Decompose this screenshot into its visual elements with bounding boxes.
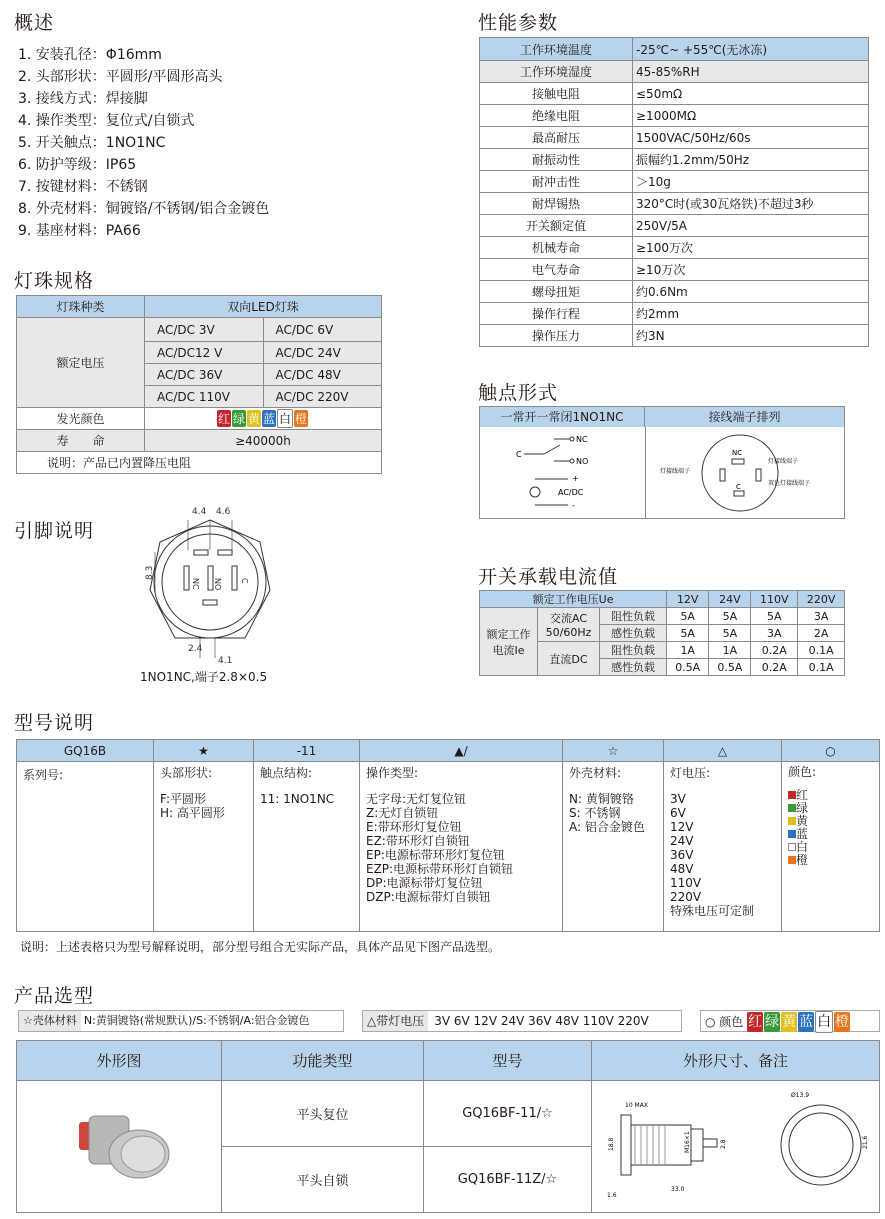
perf-key: 绝缘电阻	[480, 105, 633, 127]
cell: 5A	[709, 608, 751, 625]
sel-blue: 蓝	[799, 1014, 814, 1030]
model-note: 说明：上述表格只为型号解释说明，部分型号组合无实际产品，具体产品见下图产品选型。	[20, 940, 501, 954]
sel-head: 型号	[424, 1041, 592, 1081]
selection-table	[16, 1040, 880, 1213]
contact-head: 接线端子排列	[645, 407, 844, 427]
perf-key: 操作行程	[480, 303, 633, 325]
model-no: GQ16BF-11Z/☆	[424, 1147, 592, 1213]
perf-val: 约0.6Nm	[633, 281, 869, 303]
dim-label: 2.4	[188, 644, 203, 654]
shell-material: 外壳材料: N: 黄铜镀铬 S: 不锈钢 A: 铝合金镀色	[563, 762, 664, 932]
nc-label: NC	[576, 435, 588, 444]
cell: 0.2A	[751, 642, 798, 659]
voltage: AC/DC 110V	[145, 386, 264, 408]
color-orange: 橙	[295, 412, 308, 426]
color-red: 红	[217, 412, 230, 426]
model-no: GQ16BF-11/☆	[424, 1081, 592, 1147]
contact-title: 触点形式	[478, 382, 559, 404]
perf-key: 开关额定值	[480, 215, 633, 237]
dim-e: 33.0	[670, 1185, 684, 1193]
dim-label: 4.4	[192, 507, 207, 517]
rated-voltage-head: 额定工作电压Ue	[480, 591, 667, 608]
cell: 0.2A	[751, 659, 798, 676]
overview-item: 1. 安装孔径：Φ16mm	[18, 47, 162, 63]
voltage: AC/DC12 V	[145, 342, 264, 364]
led-table	[16, 295, 382, 474]
minus-label: -	[572, 501, 575, 510]
pin-caption: 1NO1NC,端子2.8×0.5	[140, 670, 268, 684]
color-bar	[700, 1010, 880, 1032]
color-swatches	[145, 408, 382, 430]
pin-label: NC	[191, 578, 200, 590]
voltage: AC/DC 3V	[145, 318, 264, 342]
overview-item: 9. 基座材料：PA66	[18, 223, 141, 239]
pin-diagram	[130, 500, 290, 665]
dim-h: 21.6	[861, 1135, 869, 1149]
cell: 5A	[667, 625, 709, 642]
current-title: 开关承载电流值	[478, 566, 619, 588]
perf-val: 45-85%RH	[633, 61, 869, 83]
lamp-voltage: 灯电压: 3V 6V 12V 24V 36V 48V 110V 220V 特殊电压可定制	[664, 762, 782, 932]
voltage-bar	[362, 1010, 682, 1032]
perf-key: 耐冲击性	[480, 171, 633, 193]
perf-val: ＞10g	[633, 171, 869, 193]
rated-label: 额定电压	[17, 318, 145, 408]
cell: 5A	[667, 608, 709, 625]
sel-white: 白	[815, 1011, 833, 1033]
dc-label: 直流DC	[538, 642, 600, 676]
perf-val: 约2mm	[633, 303, 869, 325]
performance-table	[479, 37, 869, 347]
volt-head: 24V	[709, 591, 751, 608]
perf-key: 耐焊锡热	[480, 193, 633, 215]
func-type: 平头自锁	[222, 1147, 424, 1213]
perf-key: 螺母扭矩	[480, 281, 633, 303]
lamp-term-label: 灯接线端子	[768, 458, 799, 465]
terminal-layout	[660, 429, 840, 519]
lamp-term-label: 灯接线端子	[660, 468, 691, 475]
perf-val: 250V/5A	[633, 215, 869, 237]
color-blue: 蓝	[263, 412, 276, 426]
ac-label: 交流AC 50/60Hz	[538, 608, 600, 642]
dim-label: 4.1	[218, 656, 233, 665]
model-head: GQ16B	[17, 740, 154, 762]
product-photo	[17, 1081, 222, 1213]
sel-head: 外形图	[17, 1041, 222, 1081]
voltage-label: △带灯电压	[363, 1011, 428, 1031]
volt-head: 110V	[751, 591, 798, 608]
cell: 3A	[751, 625, 798, 642]
overview-item: 5. 开关触点：1NO1NC	[18, 135, 166, 151]
dual-lamp-label: 双色灯接线端子	[768, 480, 811, 487]
perf-key: 最高耐压	[480, 127, 633, 149]
perf-val: ≥100万次	[633, 237, 869, 259]
voltage: AC/DC 6V	[263, 318, 382, 342]
model-head: ☆	[563, 740, 664, 762]
perf-val: 约3N	[633, 325, 869, 347]
overview-item: 4. 操作类型：复位式/自锁式	[18, 113, 195, 129]
c-term: C	[736, 483, 741, 491]
perf-val: ≥10万次	[633, 259, 869, 281]
model-head: ▲/	[360, 740, 563, 762]
cell: 2A	[798, 625, 845, 642]
led-head: 双向LED灯珠	[145, 296, 382, 318]
dim-label: 8.3	[145, 565, 155, 580]
head-shape: 头部形状: F:平圆形 H: 高平圆形	[154, 762, 254, 932]
perf-key: 耐振动性	[480, 149, 633, 171]
load-ind: 感性负载	[600, 625, 667, 642]
cell: 1A	[709, 642, 751, 659]
dim-b: 18.8	[607, 1137, 615, 1151]
cell: 3A	[798, 608, 845, 625]
cell: 1A	[667, 642, 709, 659]
load-ind: 感性负载	[600, 659, 667, 676]
load-res: 阻性负载	[600, 642, 667, 659]
perf-key: 机械寿命	[480, 237, 633, 259]
pin-label: NO	[213, 578, 222, 591]
contact-head: 一常开一常闭1NO1NC	[480, 407, 645, 427]
overview-item: 7. 按键材料：不锈钢	[18, 179, 148, 195]
voltage-text: 3V 6V 12V 24V 36V 48V 110V 220V	[434, 1014, 649, 1028]
contact-schematic	[510, 429, 630, 519]
sel-orange: 橙	[835, 1014, 850, 1030]
voltage: AC/DC 220V	[263, 386, 382, 408]
perf-key: 工作环境湿度	[480, 61, 633, 83]
operation-type: 操作类型: 无字母:无灯复位钮 Z:无灯自锁钮 E:带环形灯复位钮 EZ:带环形灯自锁钮 EP:电源标带环形灯复位钮 EZP:电源标带环形灯自锁钮 DP:电源标带灯复位钮 DZP:电源标带灯自锁钮	[360, 762, 563, 932]
cell: 5A	[709, 625, 751, 642]
nc-term: NC	[732, 449, 743, 457]
material-bar	[18, 1010, 344, 1032]
sel-head: 功能类型	[222, 1041, 424, 1081]
color-list: 颜色: 红 绿 黄 蓝 白 橙	[782, 762, 880, 932]
contact-box	[479, 406, 845, 519]
model-head: ○	[782, 740, 880, 762]
overview-item: 6. 防护等级：IP65	[18, 157, 137, 173]
dim-d: 2.8	[719, 1138, 727, 1149]
perf-key: 操作压力	[480, 325, 633, 347]
model-title: 型号说明	[14, 712, 95, 734]
cell: 0.5A	[667, 659, 709, 676]
sel-green: 绿	[765, 1014, 780, 1030]
dim-c: M16×1	[683, 1130, 691, 1153]
perf-key: 电气寿命	[480, 259, 633, 281]
sel-yellow: 黄	[782, 1014, 797, 1030]
overview-title: 概述	[14, 12, 55, 34]
sel-red: 红	[748, 1014, 763, 1030]
performance-title: 性能参数	[478, 12, 559, 34]
series-label: 系列号:	[17, 762, 154, 932]
model-table	[16, 739, 880, 932]
material-label: ☆壳体材料	[19, 1011, 81, 1031]
dim-f: 1.6	[606, 1191, 617, 1199]
volt-head: 12V	[667, 591, 709, 608]
dim-label: 4.6	[216, 507, 231, 517]
perf-key: 接触电阻	[480, 83, 633, 105]
c-label: C	[516, 450, 522, 459]
led-title: 灯珠规格	[14, 270, 95, 292]
current-row-label: 额定工作电流Ie	[480, 608, 538, 676]
model-head: -11	[254, 740, 360, 762]
perf-val: 振幅约1.2mm/50Hz	[633, 149, 869, 171]
material-text: N:黄铜镀铬(常规默认)/S:不锈钢/A:铝合金镀色	[83, 1014, 310, 1027]
cell: 0.1A	[798, 659, 845, 676]
led-head: 灯珠种类	[17, 296, 145, 318]
color-bar-label: ○ 颜色	[705, 1015, 744, 1029]
led-note: 说明：产品已内置降压电阻	[17, 452, 382, 474]
color-label: 发光颜色	[17, 408, 145, 430]
button-image	[59, 1100, 179, 1190]
voltage: AC/DC 48V	[263, 364, 382, 386]
life-value: ≥40000h	[145, 430, 382, 452]
color-white: 白	[277, 409, 293, 428]
cell: 0.1A	[798, 642, 845, 659]
color-green: 绿	[232, 412, 245, 426]
perf-val: ≥1000MΩ	[633, 105, 869, 127]
life-label: 寿 命	[17, 430, 145, 452]
load-res: 阻性负载	[600, 608, 667, 625]
pin-label: C	[240, 578, 249, 584]
color-yellow: 黄	[247, 412, 260, 426]
cell: 0.5A	[709, 659, 751, 676]
contact-structure: 触点结构: 11: 1NO1NC	[254, 762, 360, 932]
acdc-label: AC/DC	[558, 488, 584, 497]
volt-head: 220V	[798, 591, 845, 608]
func-type: 平头复位	[222, 1081, 424, 1147]
sel-head: 外形尺寸、备注	[592, 1041, 880, 1081]
dim-a: 10 MAX	[624, 1101, 648, 1109]
voltage: AC/DC 24V	[263, 342, 382, 364]
cell: 5A	[751, 608, 798, 625]
overview-list	[18, 44, 269, 242]
voltage: AC/DC 36V	[145, 364, 264, 386]
selection-title: 产品选型	[14, 985, 95, 1007]
model-head: ★	[154, 740, 254, 762]
overview-item: 2. 头部形状：平圆形/平圆形高头	[18, 69, 223, 85]
dimension-drawing	[592, 1081, 880, 1213]
current-table	[479, 590, 845, 676]
perf-val: 320°C时(或30瓦烙铁)不超过3秒	[633, 193, 869, 215]
overview-item: 8. 外壳材料：铜镀铬/不锈钢/铝合金镀色	[18, 201, 270, 217]
no-label: NO	[576, 457, 589, 466]
perf-val: 1500VAC/50Hz/60s	[633, 127, 869, 149]
overview-item: 3. 接线方式：焊接脚	[18, 91, 148, 107]
perf-val: -25℃~ +55℃(无冰冻)	[633, 38, 869, 61]
model-head: △	[664, 740, 782, 762]
perf-key: 工作环境温度	[480, 38, 633, 61]
dim-g: Ø13.9	[790, 1091, 809, 1099]
perf-val: ≤50mΩ	[633, 83, 869, 105]
pins-title: 引脚说明	[14, 520, 95, 542]
plus-label: +	[572, 474, 579, 483]
